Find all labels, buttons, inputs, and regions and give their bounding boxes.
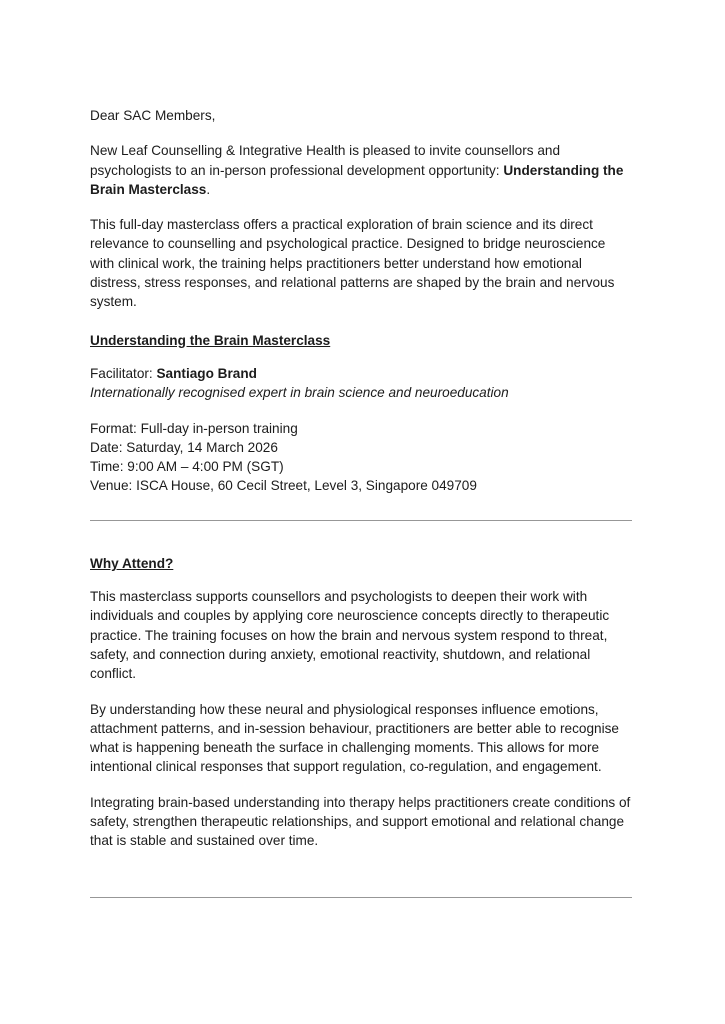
facilitator-line [90,364,632,383]
why-attend-heading: Why Attend? [90,555,174,571]
event-details [90,419,632,496]
facilitator-name: Santiago Brand [156,365,257,381]
intro-paragraph [90,141,632,199]
intro-lead-text: New Leaf Counselling & Integrative Health is pleased to invite counsellors and psychologists to an in-person professional development opportunity: [90,143,561,178]
section-divider-bottom [90,897,632,898]
detail-date: Date: Saturday, 14 March 2026 [90,439,278,455]
detail-venue: Venue: ISCA House, 60 Cecil Street, Level 3, Singapore 049709 [90,478,477,494]
detail-format: Format: Full-day in-person training [90,420,298,436]
intro-highlight-text: Understanding the Brain Masterclass [90,162,624,197]
why-attend-paragraph-2: By understanding how these neural and physiological responses influence emotions, attachment patterns, and in-session behaviour, practitioners are better able to recognise what is happening beneath the surface in challenging moments. This allows for more intentional clinical responses that support regulation, co-regulation, and engagement. [90,701,619,775]
facilitator-label: Facilitator: [90,365,157,381]
salutation: Dear SAC Members, [90,108,216,123]
overview-paragraph: This full-day masterclass offers a practical exploration of brain science and its direct relevance to counselling and psychological practice. Designed to bridge neuroscience with clinical work, the training helps practitioners better understand how emotional distress, stress responses, and relational patterns are shaped by the brain and nervous system. [90,217,615,310]
facilitator-credential: Internationally recognised expert in brain science and neuroeducation [90,385,509,401]
facilitator-block [90,364,632,403]
intro-tail-text: . [206,181,211,197]
why-attend-paragraph-3: Integrating brain-based understanding into therapy helps practitioners create conditions of safety, strengthen therapeutic relationships, and support emotional and relational change that is stable and sustained over time. [90,794,631,849]
masterclass-heading: Understanding the Brain Masterclass [90,332,331,348]
why-attend-paragraph-1: This masterclass supports counsellors and psychologists to deepen their work with individuals and couples by applying core neuroscience concepts directly to therapeutic practice. The training focuses on how the brain and nervous system respond to threat, safety, and connection during anxiety, emotional reactivity, shutdown, and relational conflict. [90,589,610,682]
section-divider-top [90,520,632,521]
detail-time: Time: 9:00 AM – 4:00 PM (SGT) [90,459,284,475]
